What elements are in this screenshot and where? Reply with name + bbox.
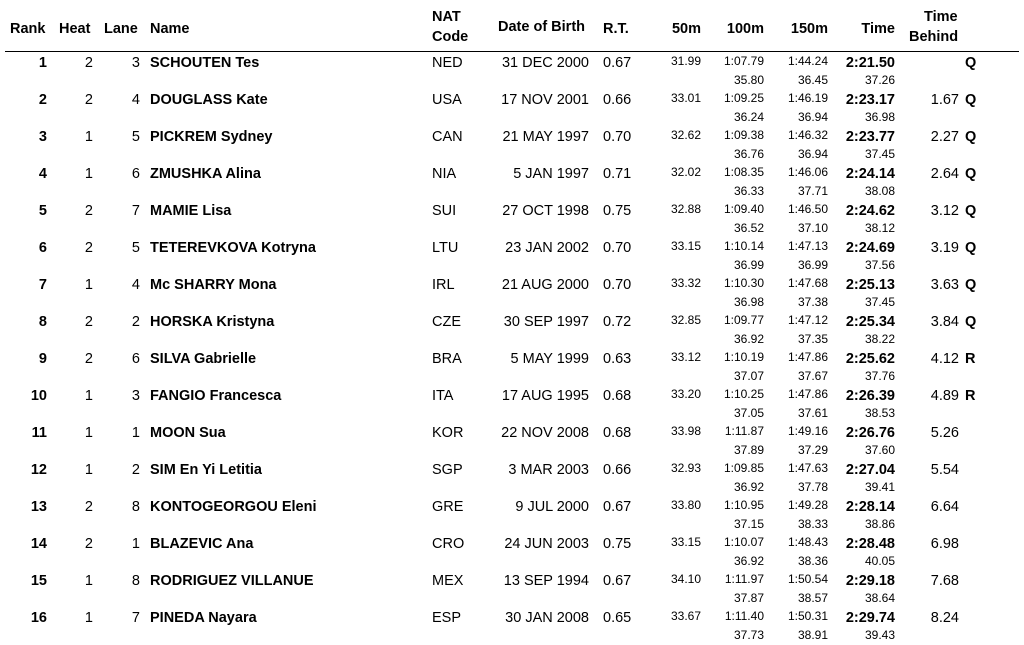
split-150m: 1:46.32	[787, 128, 828, 142]
split-150m: 1:49.28	[787, 498, 828, 512]
lap-split-150m: 37.61	[797, 406, 828, 420]
split-150m: 1:50.31	[787, 609, 828, 623]
athlete-name: KONTOGEORGOU Eleni	[150, 499, 317, 515]
lap-split-150m: 38.36	[797, 554, 828, 568]
athlete-name: PINEDA Nayara	[150, 610, 257, 626]
nat-code: BRA	[432, 351, 462, 367]
split-150m: 1:49.16	[787, 424, 828, 438]
rank-cell: 12	[30, 462, 47, 478]
time-behind: 7.68	[930, 573, 959, 589]
final-time: 2:29.74	[845, 610, 895, 626]
lap-split-150m: 37.67	[797, 369, 828, 383]
athlete-name: HORSKA Kristyna	[150, 314, 275, 330]
split-150m: 1:47.86	[787, 387, 828, 401]
lap-split-150m: 37.35	[797, 332, 828, 346]
nat-code: SUI	[432, 203, 457, 219]
athlete-name: BLAZEVIC Ana	[150, 536, 254, 552]
date-of-birth: 23 JAN 2002	[505, 240, 589, 256]
time-behind: 6.98	[930, 536, 959, 552]
table-row	[0, 312, 1024, 349]
athlete-name: MAMIE Lisa	[150, 203, 232, 219]
final-time: 2:24.69	[845, 240, 895, 256]
lap-split-150m: 37.38	[797, 295, 828, 309]
split-50m: 33.20	[670, 387, 701, 401]
qualification-mark: R	[965, 388, 976, 404]
header-nat-line2: Code	[432, 29, 469, 45]
rank-cell: 6	[38, 240, 47, 256]
results-header	[0, 0, 1024, 52]
athlete-name: FANGIO Francesca	[150, 388, 282, 404]
nat-code: IRL	[432, 277, 455, 293]
athlete-name: SIM En Yi Letitia	[150, 462, 262, 478]
date-of-birth: 21 AUG 2000	[501, 277, 589, 293]
time-behind: 6.64	[930, 499, 959, 515]
split-50m: 33.98	[670, 424, 701, 438]
lap-split-150m: 38.91	[797, 628, 828, 642]
lane-cell: 8	[131, 573, 140, 589]
qualification-mark: Q	[965, 240, 977, 256]
lap-split-100m: 37.89	[733, 443, 764, 457]
header-nat-line1: NAT	[432, 9, 461, 25]
split-150m: 1:46.19	[787, 91, 828, 105]
split-50m: 32.02	[670, 165, 701, 179]
header-150m: 150m	[790, 21, 828, 37]
lap-split-150m: 37.10	[797, 221, 828, 235]
split-150m: 1:47.86	[787, 350, 828, 364]
time-behind: 5.54	[930, 462, 959, 478]
reaction-time: 0.66	[603, 92, 632, 108]
heat-cell: 1	[84, 129, 93, 145]
nat-code: CZE	[432, 314, 461, 330]
nat-code: CAN	[432, 129, 463, 145]
qualification-mark: R	[965, 351, 976, 367]
reaction-time: 0.75	[603, 203, 632, 219]
final-time: 2:28.14	[845, 499, 895, 515]
rank-cell: 5	[38, 203, 47, 219]
nat-code: LTU	[432, 240, 459, 256]
time-behind: 3.19	[930, 240, 959, 256]
lap-split-200m: 37.60	[864, 443, 895, 457]
split-50m: 34.10	[670, 572, 701, 586]
lap-split-200m: 37.26	[864, 73, 895, 87]
reaction-time: 0.70	[603, 240, 632, 256]
table-row	[0, 571, 1024, 608]
lap-split-200m: 38.86	[864, 517, 895, 531]
reaction-time: 0.75	[603, 536, 632, 552]
final-time: 2:29.18	[845, 573, 895, 589]
header-100m: 100m	[726, 21, 764, 37]
reaction-time: 0.72	[603, 314, 632, 330]
table-row	[0, 534, 1024, 571]
athlete-name: Mc SHARRY Mona	[150, 277, 277, 293]
lap-split-100m: 36.92	[733, 332, 764, 346]
table-row	[0, 127, 1024, 164]
lane-cell: 2	[131, 462, 140, 478]
lane-cell: 8	[131, 499, 140, 515]
lap-split-200m: 38.53	[864, 406, 895, 420]
qualification-mark: Q	[965, 166, 977, 182]
lap-split-100m: 36.33	[733, 184, 764, 198]
time-behind: 2.27	[930, 129, 959, 145]
lane-cell: 4	[131, 277, 140, 293]
split-100m: 1:10.19	[723, 350, 764, 364]
rank-cell: 11	[31, 425, 47, 441]
heat-cell: 2	[84, 536, 93, 552]
qualification-mark: Q	[965, 203, 977, 219]
header-date-of-birth: Date of Birth	[498, 19, 585, 35]
lap-split-200m: 37.45	[864, 295, 895, 309]
header-divider	[5, 51, 1019, 52]
header-behind-line2: Behind	[909, 29, 959, 45]
lap-split-100m: 37.73	[733, 628, 764, 642]
heat-cell: 2	[84, 55, 93, 71]
lane-cell: 2	[131, 314, 140, 330]
heat-cell: 1	[84, 166, 93, 182]
split-100m: 1:10.25	[723, 387, 764, 401]
lap-split-200m: 37.45	[864, 147, 895, 161]
split-100m: 1:10.95	[723, 498, 764, 512]
heat-cell: 2	[84, 240, 93, 256]
lap-split-150m: 36.94	[797, 147, 828, 161]
split-100m: 1:09.25	[723, 91, 764, 105]
header-lane: Lane	[104, 21, 138, 37]
table-row	[0, 275, 1024, 312]
split-50m: 32.93	[670, 461, 701, 475]
header-rank: Rank	[10, 21, 46, 37]
split-50m: 33.67	[670, 609, 701, 623]
split-150m: 1:44.24	[787, 54, 828, 68]
table-row	[0, 90, 1024, 127]
table-row	[0, 201, 1024, 238]
qualification-mark: Q	[965, 92, 977, 108]
nat-code: NED	[432, 55, 463, 71]
table-row	[0, 460, 1024, 497]
rank-cell: 15	[30, 573, 47, 589]
lap-split-150m: 36.94	[797, 110, 828, 124]
time-behind: 8.24	[930, 610, 959, 626]
split-100m: 1:09.40	[723, 202, 764, 216]
date-of-birth: 30 JAN 2008	[505, 610, 589, 626]
lap-split-200m: 38.22	[864, 332, 895, 346]
split-100m: 1:09.85	[723, 461, 764, 475]
split-100m: 1:11.97	[724, 572, 764, 586]
header-time: Time	[861, 21, 895, 37]
lane-cell: 1	[131, 425, 140, 441]
lane-cell: 4	[131, 92, 140, 108]
lap-split-200m: 36.98	[864, 110, 895, 124]
lap-split-200m: 37.76	[864, 369, 895, 383]
table-row	[0, 164, 1024, 201]
rank-cell: 8	[38, 314, 47, 330]
heat-cell: 1	[84, 610, 93, 626]
nat-code: NIA	[432, 166, 457, 182]
final-time: 2:26.39	[845, 388, 895, 404]
reaction-time: 0.68	[603, 425, 632, 441]
lap-split-100m: 37.05	[733, 406, 764, 420]
time-behind: 3.12	[930, 203, 959, 219]
split-100m: 1:08.35	[723, 165, 764, 179]
final-time: 2:21.50	[845, 55, 895, 71]
nat-code: USA	[432, 92, 462, 108]
athlete-name: TETEREVKOVA Kotryna	[150, 240, 316, 256]
time-behind: 3.84	[930, 314, 959, 330]
time-behind: 5.26	[930, 425, 959, 441]
heat-cell: 1	[84, 573, 93, 589]
lane-cell: 3	[131, 388, 140, 404]
final-time: 2:25.62	[845, 351, 895, 367]
split-150m: 1:46.06	[787, 165, 828, 179]
final-time: 2:25.34	[845, 314, 895, 330]
athlete-name: SCHOUTEN Tes	[150, 55, 260, 71]
lane-cell: 7	[131, 203, 140, 219]
lap-split-100m: 36.52	[733, 221, 764, 235]
table-row	[0, 349, 1024, 386]
heat-cell: 1	[84, 388, 93, 404]
split-100m: 1:09.77	[723, 313, 764, 327]
time-behind: 3.63	[930, 277, 959, 293]
rank-cell: 2	[38, 92, 47, 108]
lap-split-150m: 38.33	[797, 517, 828, 531]
lap-split-100m: 37.15	[733, 517, 764, 531]
split-150m: 1:47.12	[787, 313, 828, 327]
final-time: 2:23.17	[845, 92, 895, 108]
date-of-birth: 21 MAY 1997	[502, 129, 589, 145]
reaction-time: 0.67	[603, 55, 632, 71]
reaction-time: 0.65	[603, 610, 632, 626]
split-150m: 1:50.54	[787, 572, 828, 586]
split-150m: 1:46.50	[787, 202, 828, 216]
table-row	[0, 53, 1024, 90]
table-row	[0, 423, 1024, 460]
qualification-mark: Q	[965, 277, 977, 293]
rank-cell: 1	[38, 55, 47, 71]
time-behind: 1.67	[930, 92, 959, 108]
split-150m: 1:47.63	[787, 461, 828, 475]
lap-split-100m: 36.92	[733, 554, 764, 568]
header-heat: Heat	[59, 21, 91, 37]
time-behind: 4.12	[930, 351, 959, 367]
athlete-name: SILVA Gabrielle	[150, 351, 257, 367]
split-100m: 1:10.07	[723, 535, 764, 549]
split-50m: 33.01	[670, 91, 701, 105]
nat-code: ESP	[432, 610, 462, 626]
table-row	[0, 238, 1024, 275]
heat-cell: 1	[84, 425, 93, 441]
nat-code: MEX	[432, 573, 464, 589]
split-50m: 33.32	[670, 276, 701, 290]
header-50m: 50m	[671, 21, 701, 37]
lane-cell: 5	[131, 240, 140, 256]
lap-split-200m: 39.41	[864, 480, 895, 494]
nat-code: ITA	[432, 388, 454, 404]
reaction-time: 0.70	[603, 129, 632, 145]
reaction-time: 0.70	[603, 277, 632, 293]
rank-cell: 9	[38, 351, 47, 367]
lap-split-100m: 36.92	[733, 480, 764, 494]
rank-cell: 14	[30, 536, 47, 552]
heat-cell: 2	[84, 351, 93, 367]
split-50m: 33.15	[670, 535, 701, 549]
heat-cell: 2	[84, 314, 93, 330]
split-50m: 33.80	[670, 498, 701, 512]
date-of-birth: 27 OCT 1998	[502, 203, 589, 219]
lap-split-150m: 37.29	[797, 443, 828, 457]
date-of-birth: 3 MAR 2003	[508, 462, 589, 478]
lap-split-100m: 36.76	[733, 147, 764, 161]
split-50m: 33.12	[670, 350, 701, 364]
lane-cell: 6	[131, 166, 140, 182]
qualification-mark: Q	[965, 129, 977, 145]
lane-cell: 1	[131, 536, 140, 552]
rank-cell: 13	[30, 499, 47, 515]
lap-split-100m: 36.99	[733, 258, 764, 272]
split-50m: 31.99	[670, 54, 701, 68]
qualification-mark: Q	[965, 55, 977, 71]
athlete-name: ZMUSHKA Alina	[150, 166, 261, 182]
time-behind: 4.89	[930, 388, 959, 404]
lap-split-150m: 36.45	[797, 73, 828, 87]
lap-split-150m: 37.71	[797, 184, 828, 198]
lane-cell: 3	[131, 55, 140, 71]
nat-code: GRE	[432, 499, 464, 515]
split-100m: 1:07.79	[723, 54, 764, 68]
final-time: 2:24.14	[845, 166, 895, 182]
lap-split-100m: 37.87	[733, 591, 764, 605]
lap-split-200m: 37.56	[864, 258, 895, 272]
split-150m: 1:47.13	[787, 239, 828, 253]
table-row	[0, 386, 1024, 423]
heat-cell: 2	[84, 499, 93, 515]
lap-split-150m: 38.57	[797, 591, 828, 605]
nat-code: CRO	[432, 536, 465, 552]
rank-cell: 16	[30, 610, 47, 626]
athlete-name: RODRIGUEZ VILLANUE	[150, 573, 314, 589]
split-100m: 1:10.14	[723, 239, 764, 253]
final-time: 2:25.13	[845, 277, 895, 293]
table-row	[0, 608, 1024, 645]
reaction-time: 0.71	[603, 166, 632, 182]
header-name: Name	[150, 21, 190, 37]
table-row	[0, 497, 1024, 534]
date-of-birth: 9 JUL 2000	[515, 499, 589, 515]
split-100m: 1:10.30	[723, 276, 764, 290]
date-of-birth: 5 JAN 1997	[513, 166, 589, 182]
athlete-name: PICKREM Sydney	[150, 129, 273, 145]
qualification-mark: Q	[965, 314, 977, 330]
heat-cell: 1	[84, 462, 93, 478]
final-time: 2:24.62	[845, 203, 895, 219]
final-time: 2:26.76	[845, 425, 895, 441]
lap-split-200m: 39.43	[864, 628, 895, 642]
lane-cell: 6	[131, 351, 140, 367]
heat-cell: 2	[84, 203, 93, 219]
header-behind-line1: Time	[924, 9, 958, 25]
date-of-birth: 31 DEC 2000	[501, 55, 589, 71]
split-100m: 1:11.87	[724, 424, 764, 438]
final-time: 2:27.04	[845, 462, 895, 478]
athlete-name: DOUGLASS Kate	[150, 92, 268, 108]
rank-cell: 7	[38, 277, 47, 293]
lap-split-200m: 40.05	[864, 554, 895, 568]
lap-split-200m: 38.08	[864, 184, 895, 198]
split-50m: 33.15	[670, 239, 701, 253]
lap-split-150m: 36.99	[797, 258, 828, 272]
final-time: 2:28.48	[845, 536, 895, 552]
reaction-time: 0.67	[603, 573, 632, 589]
reaction-time: 0.67	[603, 499, 632, 515]
header-reaction-time: R.T.	[603, 21, 629, 37]
reaction-time: 0.66	[603, 462, 632, 478]
date-of-birth: 17 NOV 2001	[501, 92, 589, 108]
date-of-birth: 5 MAY 1999	[510, 351, 589, 367]
heat-cell: 1	[84, 277, 93, 293]
split-50m: 32.85	[670, 313, 701, 327]
athlete-name: MOON Sua	[150, 425, 226, 441]
nat-code: SGP	[432, 462, 463, 478]
date-of-birth: 22 NOV 2008	[501, 425, 589, 441]
lap-split-100m: 36.24	[733, 110, 764, 124]
reaction-time: 0.63	[603, 351, 632, 367]
time-behind: 2.64	[930, 166, 959, 182]
split-50m: 32.62	[670, 128, 701, 142]
rank-cell: 3	[38, 129, 47, 145]
rank-cell: 4	[38, 166, 47, 182]
lap-split-100m: 36.98	[733, 295, 764, 309]
lane-cell: 5	[131, 129, 140, 145]
split-100m: 1:09.38	[723, 128, 764, 142]
rank-cell: 10	[30, 388, 47, 404]
lap-split-150m: 37.78	[797, 480, 828, 494]
lap-split-200m: 38.12	[864, 221, 895, 235]
lane-cell: 7	[131, 610, 140, 626]
split-100m: 1:11.40	[724, 609, 764, 623]
lap-split-100m: 37.07	[733, 369, 764, 383]
lap-split-100m: 35.80	[733, 73, 764, 87]
split-50m: 32.88	[670, 202, 701, 216]
final-time: 2:23.77	[845, 129, 895, 145]
split-150m: 1:48.43	[787, 535, 828, 549]
date-of-birth: 13 SEP 1994	[503, 573, 589, 589]
split-150m: 1:47.68	[787, 276, 828, 290]
nat-code: KOR	[432, 425, 464, 441]
lap-split-200m: 38.64	[864, 591, 895, 605]
date-of-birth: 30 SEP 1997	[503, 314, 589, 330]
date-of-birth: 17 AUG 1995	[501, 388, 589, 404]
date-of-birth: 24 JUN 2003	[504, 536, 589, 552]
reaction-time: 0.68	[603, 388, 632, 404]
heat-cell: 2	[84, 92, 93, 108]
